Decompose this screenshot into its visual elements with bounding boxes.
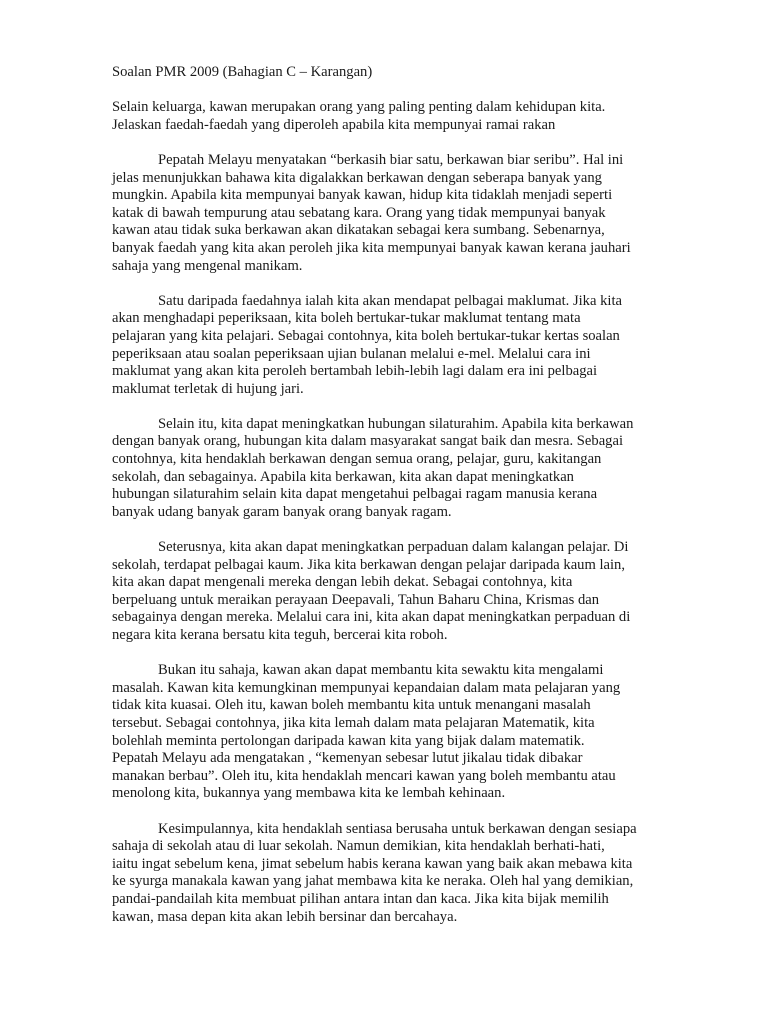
paragraph-introduction	[112, 152, 660, 275]
paragraph-line: sekolah, terdapat pelbagai kaum. Jika kita berkawan dengan pelajar daripada kaum lain,	[112, 556, 626, 573]
paragraph-line: kawan atau tidak suka berkawan akan dikatakan sebagai kera sumbang. Sebenarnya,	[112, 222, 605, 239]
paragraph-line: menolong kita, bukannya yang membawa kita ke lembah kehinaan.	[112, 785, 506, 802]
paragraph-line: berpeluang untuk meraikan perayaan Deepavali, Tahun Baharu China, Krismas dan	[112, 591, 600, 608]
paragraph-line: pandai-pandailah kita membuat pilihan antara intan dan kaca. Jika kita bijak memilih	[112, 890, 609, 907]
paragraph-maklumat	[112, 293, 660, 399]
paragraph-silaturahim	[112, 416, 660, 522]
paragraph-line: tidak kita kuasai. Oleh itu, kawan boleh membantu kita untuk menangani masalah	[112, 697, 591, 714]
paragraph-line: akan menghadapi peperiksaan, kita boleh bertukar-tukar maklumat tentang mata	[112, 310, 581, 327]
paragraph-line: banyak udang banyak garam banyak orang banyak ragam.	[112, 503, 452, 520]
paragraph-line: mungkin. Apabila kita mempunyai banyak kawan, hidup kita tidaklah menjadi seperti	[112, 187, 613, 204]
paragraph-line: negara kita kerana bersatu kita teguh, bercerai kita roboh.	[112, 627, 448, 643]
paragraph-line: maklumat yang akan kita peroleh bertambah lebih-lebih lagi dalam era ini pelbagai	[112, 363, 598, 380]
paragraph-line: Pepatah Melayu menyatakan “berkasih biar satu, berkawan biar seribu”. Hal ini	[158, 151, 624, 168]
paragraph-line: maklumat terletak di hujung jari.	[112, 380, 304, 397]
paragraph-line: Pepatah Melayu ada mengatakan , “kemenyan sebesar lutut jikalau tidak dibakar	[112, 750, 583, 767]
paragraph-line: Kesimpulannya, kita hendaklah sentiasa berusaha untuk berkawan dengan sesiapa	[158, 820, 637, 837]
paragraph-line: kita akan dapat mengenali mereka dengan lebih dekat. Sebagai contohnya, kita	[112, 574, 573, 591]
paragraph-line: sahaja di sekolah atau di luar sekolah. Namun demikian, kita hendaklah berhati-hati,	[112, 838, 605, 855]
paragraph-line: sekolah, dan sebagainya. Apabila kita berkawan, kita akan dapat meningkatkan	[112, 468, 574, 485]
paragraph-line: masalah. Kawan kita kemungkinan mempunyai kepandaian dalam mata pelajaran yang	[112, 679, 621, 696]
paragraph-line: katak di bawah tempurung atau sebatang kara. Orang yang tidak mempunyai banyak	[112, 204, 606, 221]
paragraph-line: jelas menunjukkan bahawa kita digalakkan berkawan dengan seberapa banyak yang	[112, 169, 602, 186]
question-line: Selain keluarga, kawan merupakan orang yang paling penting dalam kehidupan kita.	[112, 99, 606, 116]
paragraph-line: kawan, masa depan kita akan lebih bersinar dan bercahaya.	[112, 908, 458, 925]
paragraph-line: contohnya, kita hendaklah berkawan dengan semua orang, pelajar, guru, kakitangan	[112, 451, 602, 468]
paragraph-line: pelajaran yang kita pelajari. Sebagai contohnya, kita boleh bertukar-tukar kertas soalan	[112, 327, 620, 344]
paragraph-line: Selain itu, kita dapat meningkatkan hubungan silaturahim. Apabila kita berkawan	[158, 415, 634, 432]
paragraph-line: Bukan itu sahaja, kawan akan dapat membantu kita sewaktu kita mengalami	[158, 662, 604, 679]
essay-document	[112, 64, 660, 944]
paragraph-line: sebagainya dengan mereka. Melalui cara ini, kita akan dapat meningkatkan perpaduan di	[112, 609, 631, 626]
document-title: Soalan PMR 2009 (Bahagian C – Karangan)	[112, 64, 373, 80]
paragraph-line: bolehlah meminta pertolongan daripada kawan kita yang bijak dalam matematik.	[112, 732, 585, 749]
question-line: Jelaskan faedah-faedah yang diperoleh apabila kita mempunyai ramai rakan	[112, 116, 556, 133]
essay-question	[112, 99, 660, 134]
paragraph-line: Seterusnya, kita akan dapat meningkatkan perpaduan dalam kalangan pelajar. Di	[158, 539, 629, 556]
paragraph-line: dengan banyak orang, hubungan kita dalam masyarakat sangat baik dan mesra. Sebagai	[112, 433, 624, 450]
paragraph-membantu	[112, 662, 660, 803]
paragraph-line: iaitu ingat sebelum kena, jimat sebelum habis kerana kawan yang baik akan mebawa kita	[112, 855, 633, 872]
paragraph-line: Satu daripada faedahnya ialah kita akan mendapat pelbagai maklumat. Jika kita	[158, 292, 622, 309]
paragraph-line: banyak faedah yang kita akan peroleh jika kita mempunyai banyak kawan kerana jauhari	[112, 239, 631, 256]
paragraph-line: hubungan silaturahim selain kita dapat mengetahui pelbagai ragam manusia kerana	[112, 486, 598, 503]
paragraph-line: peperiksaan atau soalan peperiksaan ujian bulanan melalui e-mel. Melalui cara ini	[112, 345, 591, 362]
paragraph-kesimpulan	[112, 821, 660, 927]
paragraph-line: tersebut. Sebagai contohnya, jika kita lemah dalam mata pelajaran Matematik, kita	[112, 714, 595, 731]
paragraph-perpaduan	[112, 539, 660, 645]
paragraph-line: manakan berbau”. Oleh itu, kita hendaklah mencari kawan yang boleh membantu atau	[112, 767, 616, 784]
paragraph-line: ke syurga manakala kawan yang jahat membawa kita ke neraka. Oleh hal yang demikian,	[112, 873, 634, 890]
paragraph-line: sahaja yang mengenal manikam.	[112, 257, 303, 274]
